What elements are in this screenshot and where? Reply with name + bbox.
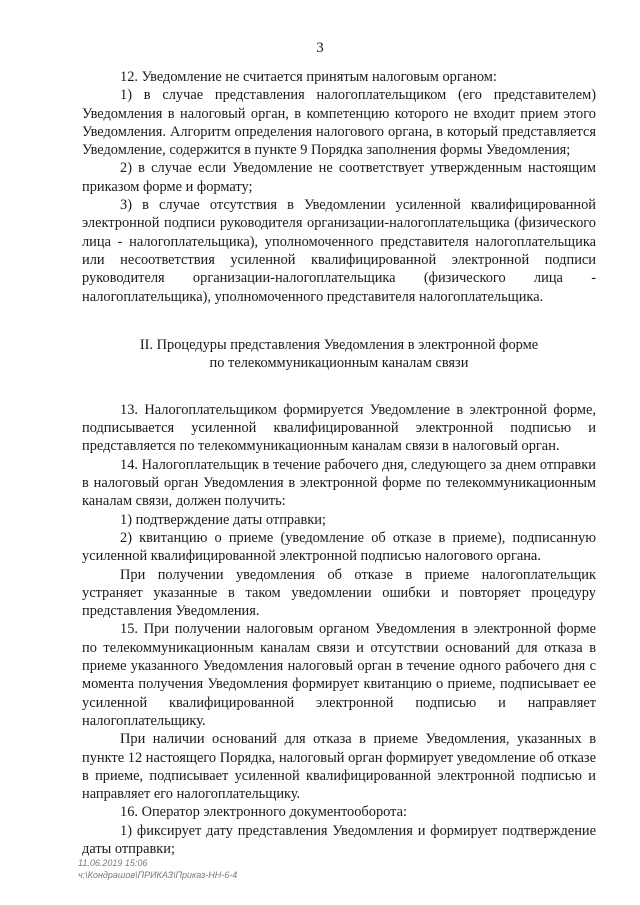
paragraph-14-item-2: 2) квитанцию о приеме (уведомление об отказе в приеме), подписанную усиленной квалифицированной электронной подписью налогового органа. xyxy=(82,529,596,565)
paragraph-14-item-1: 1) подтверждение даты отправки; xyxy=(120,511,326,528)
page-number: 3 xyxy=(316,40,324,56)
section-heading-line-1: II. Процедуры представления Уведомления в электронной форме xyxy=(139,336,539,353)
section-heading xyxy=(82,336,596,373)
paragraph-12-intro: 12. Уведомление не считается принятым налоговым органом: xyxy=(120,69,497,85)
paragraph-14-intro: 14. Налогоплательщик в течение рабочего дня, следующего за днем отправки в налоговый орган Уведомления в электронной форме по телекоммуникационным каналам связи, должен получить: xyxy=(82,456,596,510)
document-body xyxy=(82,68,596,858)
file-stamp-path: ч:\Кондрашов\ПРИКАЗ\Приказ-НН-6-4 xyxy=(78,870,238,880)
file-stamp xyxy=(78,857,237,881)
paragraph-15-note: При наличии оснований для отказа в приеме Уведомления, указанных в пункте 12 настоящего Порядка, налоговый орган формирует уведомление об отказе в приеме, подписывает усиленной квалифицированной электронной подписью и направляет его налогоплательщику. xyxy=(82,731,596,803)
paragraph-16-intro: 16. Оператор электронного документооборота: xyxy=(120,804,408,821)
paragraph-12-item-1: 1) в случае представления налогоплательщиком (его представителем) Уведомления в налоговый орган, в компетенцию которого не входит прием этого Уведомления. Алгоритм определения налогового органа, в который представляется Уведомление, содержится в пункте 9 Порядка заполнения формы Уведомления; xyxy=(82,87,596,159)
paragraph-14-note: При получении уведомления об отказе в приеме налогоплательщик устраняет указанные в таком уведомлении ошибки и повторяет процедуру представления Уведомления. xyxy=(82,566,596,620)
section-heading-line-2: по телекоммуникационным каналам связи xyxy=(209,355,469,372)
paragraph-12-item-2: 2) в случае если Уведомление не соответствует утвержденным настоящим приказом форме и формату; xyxy=(82,160,596,195)
paragraph-15: 15. При получении налоговым органом Уведомления в электронной форме по телекоммуникационным каналам связи и отсутствии оснований для отказа в приеме указанного Уведомления налоговый орган в течение одного рабочего дня с момента получения Уведомления формирует квитанцию о приеме, подписывает ее усиленной квалифицированной электронной подписью и направляет налогоплательщику. xyxy=(82,621,596,729)
paragraph-12-item-3: 3) в случае отсутствия в Уведомлении усиленной квалифицированной электронной подписи руководителя организации-налогоплательщика (физического лица - налогоплательщика), уполномоченного представителя налогоплательщика или несоответствия усиленной квалифицированной электронной подписи руководителя организации-налогоплательщика (физического лица - налогоплательщика), уполномоченного представителя налогоплательщика. xyxy=(82,197,596,305)
file-stamp-date: 11.06.2019 15:06 xyxy=(78,858,148,868)
paragraph-13: 13. Налогоплательщиком формируется Уведомление в электронной форме, подписывается усиленной квалифицированной электронной подписью и представляется по телекоммуникационным каналам связи в налоговый орган. xyxy=(82,401,596,455)
paragraph-16-item-1: 1) фиксирует дату представления Уведомления и формирует подтверждение даты отправки; xyxy=(82,822,596,857)
